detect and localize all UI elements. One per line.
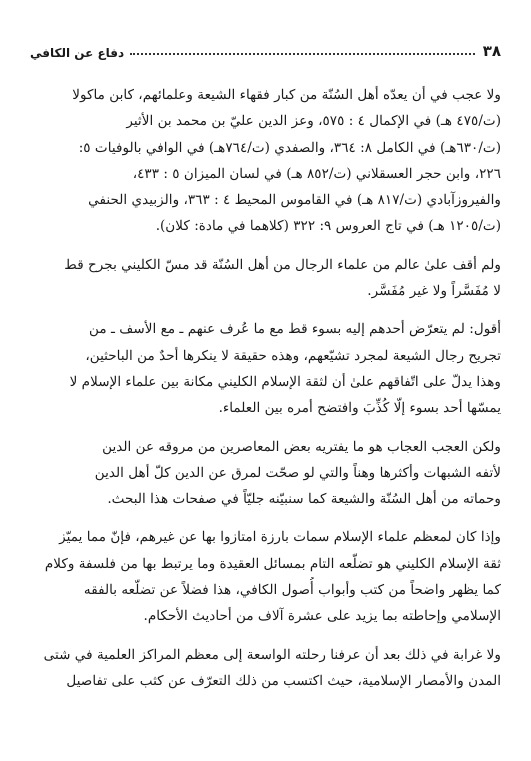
text-line: الإسلامي وإحاطته بما يزيد على عشرة آلاف من أحاديث الأحكام. xyxy=(143,608,501,625)
text-line: وهذا يدلّ على اتّفاقهم علىٰ أن لثقة الإسلام الكليني مكانة بين علماء الإسلام لا xyxy=(69,373,501,390)
header-dotted-leader xyxy=(130,53,475,55)
text-line: ثقة الإسلام الكليني هو تضلّعه التام بمسائل العقيدة وما يرتبط بها من فلسفة وكلام xyxy=(44,555,501,572)
text-line: ولا عجب في أن يعدّه أهل السُنّة من كبار فقهاء الشيعة وعلمائهم، كابن ماكولا xyxy=(72,87,501,103)
text-line: ولا غرابة في ذلك بعد أن عرفنا رحلته الواسعة إلى معظم المراكز العلمية في شتى xyxy=(43,646,501,663)
text-line: ٢٢٦، وابن حجر العسقلاني (ت/٨٥٢ هـ) في لسان الميزان ٥ : ٤٣٣، xyxy=(132,165,501,182)
text-line: وإذا كان لمعظم علماء الإسلام سمات بارزة امتازوا بها عن غيرهم، فإنّ مما يميّز xyxy=(59,529,501,546)
text-line: (ت/١٢٠٥ هـ) في تاج العروس ٩: ٣٢٢ (كلاهما في مادة: كلان). xyxy=(155,218,501,235)
text-line: (ت/٤٧٥ هـ) في الإكمال ٤ : ٥٧٥، وعز الدين عليّ بن محمد بن الأثير xyxy=(126,113,501,130)
text-line: كما يظهر واضحاً من كتب وأبواب أُصول الكافي، هذا فضلاً عن تضلّعه بالفقه xyxy=(83,582,501,599)
text-line: تجريح رجال الشيعة لمجرد تشيّعهم، وهذه حقيقة لا ينكرها أحدٌ من الباحثين، xyxy=(85,347,501,364)
paragraph xyxy=(30,82,501,240)
text-line: ولم أقف علىٰ عالم من علماء الرجال من أهل السُنّة قد مسّ الكليني بجرح قط xyxy=(64,256,501,273)
text-line: المدن والأمصار الإسلامية، حيث اكتسب من ذلك التعرّف عن كثب على تفاصيل xyxy=(66,672,501,689)
running-header xyxy=(30,38,501,60)
text-line: والفيروزآبادي (ت/٨١٧ هـ) في القاموس المحيط ٤ : ٣٦٣، والزبيدي الحنفي xyxy=(88,192,501,209)
text-line: أقول: لم يتعرّض أحدهم إليه بسوء قط مع ما عُرف عنهم ـ مع الأسف ـ من xyxy=(89,321,501,338)
text-line: وحماته من أهل السُنّة والشيعة كما سنبيّنه جليّاً في صفحات هذا البحث. xyxy=(107,491,501,508)
paragraph xyxy=(30,434,501,513)
text-line: ولكن العجب العجاب هو ما يفتريه بعض المعاصرين من مروقه عن الدين xyxy=(102,438,501,455)
page-number: ٣٨ xyxy=(482,42,501,60)
text-line: (ت/٦٣٠هـ) في الكامل ٨: ٣٦٤، والصفدي (ت/٧٦٤هـ) في الوافي بالوفيات ٥: xyxy=(78,139,501,156)
paragraph xyxy=(30,524,501,629)
paragraph xyxy=(30,642,501,695)
text-line: لأتفه الشبهات وأكثرها وهناً والتي لو صحّت لمرق عن الدين كلّ أهل الدين xyxy=(94,464,501,481)
paragraph xyxy=(30,316,501,421)
paragraph xyxy=(30,252,501,305)
text-line: لا مُفَسَّراً ولا غير مُفَسَّر. xyxy=(367,283,501,300)
text-line: يمسّها أحد بسوء إلّا كُذِّبَ وافتضح أمره بين العلماء. xyxy=(218,400,501,417)
running-title: دفاع عن الكافي xyxy=(30,46,125,60)
body-text xyxy=(30,82,501,706)
